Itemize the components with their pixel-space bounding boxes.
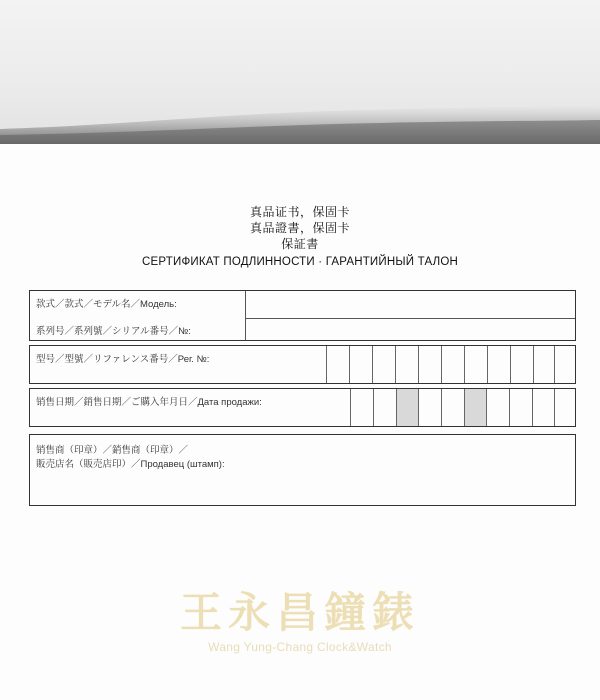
sale-date-label: 销售日期／銷售日期／ご購入年月日／Дата продажи:	[36, 397, 262, 408]
reference-cell[interactable]	[464, 346, 487, 383]
reference-cell[interactable]	[349, 346, 372, 383]
reference-cell[interactable]	[395, 346, 418, 383]
model-field[interactable]	[246, 291, 575, 318]
sale-date-box	[29, 388, 576, 427]
model-serial-box	[29, 290, 576, 341]
date-separator-cell	[396, 389, 418, 426]
serial-label: 系列号／系列號／シリアル番号／№:	[36, 326, 191, 337]
reference-box	[29, 345, 576, 384]
seller-label-line2: 販売店名（販売店印）／Продавец (штамп):	[36, 459, 225, 470]
date-separator-cell	[464, 389, 486, 426]
date-cell[interactable]	[486, 389, 509, 426]
date-cell[interactable]	[509, 389, 532, 426]
reference-label: 型号／型號／リファレンス番号／Рег. №:	[36, 354, 210, 365]
reference-cell[interactable]	[372, 346, 395, 383]
reference-cell[interactable]	[533, 346, 554, 383]
reference-cell[interactable]	[441, 346, 464, 383]
watermark-chinese: 王永昌鐘錶	[179, 588, 420, 637]
date-cell[interactable]	[554, 389, 576, 426]
date-cell[interactable]	[350, 389, 373, 426]
date-cell[interactable]	[441, 389, 464, 426]
page-curl-shadow	[0, 95, 600, 145]
reference-cell[interactable]	[326, 346, 349, 383]
title-simplified-chinese: 真品证书，保固卡	[249, 205, 350, 219]
seller-stamp-box[interactable]	[29, 434, 576, 506]
date-cell[interactable]	[418, 389, 441, 426]
seller-label-line1: 销售商（印章）／銷售商（印章）／	[36, 445, 189, 456]
reference-cell[interactable]	[554, 346, 576, 383]
date-cell[interactable]	[532, 389, 554, 426]
reference-cell[interactable]	[418, 346, 441, 383]
reference-cell[interactable]	[487, 346, 510, 383]
reference-cell[interactable]	[510, 346, 533, 383]
watermark-english: Wang Yung-Chang Clock&Watch	[208, 640, 392, 654]
title-traditional-chinese: 真品證書，保固卡	[249, 221, 350, 235]
model-label: 款式／款式／モデル名／Модель:	[36, 299, 177, 310]
serial-field[interactable]	[246, 319, 575, 340]
title-japanese: 保証書	[281, 237, 319, 251]
date-cell[interactable]	[373, 389, 396, 426]
title-russian: СЕРТИФИКАТ ПОДЛИННОСТИ · ГАРАНТИЙНЫЙ ТАЛОН	[142, 256, 458, 268]
